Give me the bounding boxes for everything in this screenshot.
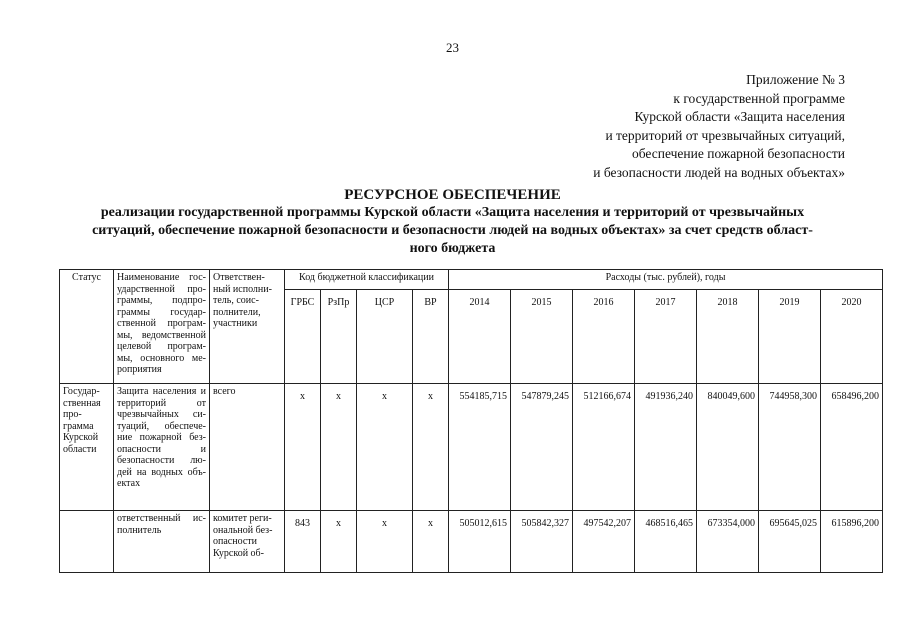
table-header-row: [60, 270, 883, 290]
cell-status: Государ-ственная про-грамма Курской области: [60, 384, 114, 511]
cell-rzpr: х: [321, 511, 357, 573]
resource-table: [59, 269, 883, 573]
cell-amount: 658496,200: [821, 384, 883, 511]
header-year: 2015: [511, 290, 573, 384]
cell-name: ответственный ис-полнитель: [114, 511, 210, 573]
document-subtitle-line: ситуаций, обеспечение пожарной безопасности и безопасности людей на водных объектах» за счет средств област-: [92, 223, 813, 238]
table-row: [60, 384, 883, 511]
appendix-line: к государственной программе: [673, 90, 845, 106]
cell-responsible: комитет реги-ональной без-опасности Курской об-: [210, 511, 285, 573]
appendix-line: Приложение № 3: [746, 72, 845, 87]
cell-amount: 547879,245: [511, 384, 573, 511]
cell-amount: 505012,615: [449, 511, 511, 573]
header-budget-code: Код бюджетной классификации: [285, 270, 449, 290]
cell-amount: 615896,200: [821, 511, 883, 573]
header-vr: ВР: [413, 290, 449, 384]
header-expenses: Расходы (тыс. рублей), годы: [449, 270, 883, 290]
header-grbs: ГРБС: [285, 290, 321, 384]
appendix-block: [520, 71, 845, 182]
cell-rzpr: х: [321, 384, 357, 511]
document-subtitle-line: реализации государственной программы Курской области «Защита населения и территорий от чрезвычайных: [100, 205, 805, 220]
header-year: 2019: [759, 290, 821, 384]
document-title: РЕСУРСНОЕ ОБЕСПЕЧЕНИЕ: [344, 187, 561, 203]
header-year: 2017: [635, 290, 697, 384]
cell-csr: х: [357, 511, 413, 573]
header-year: 2016: [573, 290, 635, 384]
cell-vr: х: [413, 511, 449, 573]
cell-responsible: всего: [210, 384, 285, 511]
cell-grbs: х: [285, 384, 321, 511]
cell-amount: 497542,207: [573, 511, 635, 573]
header-year: 2018: [697, 290, 759, 384]
cell-status: [60, 511, 114, 573]
header-year: 2020: [821, 290, 883, 384]
header-name: Наименование гос-ударственной про-граммы, подпро-граммы государ-ственной програм-мы, ведомственной целевой програм-мы, основного ме-роприятия: [114, 270, 210, 384]
cell-amount: 744958,300: [759, 384, 821, 511]
cell-amount: 491936,240: [635, 384, 697, 511]
appendix-line: обеспечение пожарной безопасности: [631, 146, 845, 161]
appendix-line: Курской области «Защита населения: [634, 109, 845, 124]
header-csr: ЦСР: [357, 290, 413, 384]
cell-amount: 554185,715: [449, 384, 511, 511]
cell-amount: 505842,327: [511, 511, 573, 573]
cell-amount: 673354,000: [697, 511, 759, 573]
cell-grbs: 843: [285, 511, 321, 573]
cell-amount: 840049,600: [697, 384, 759, 511]
appendix-line: и территорий от чрезвычайных ситуаций,: [605, 127, 845, 143]
cell-amount: 695645,025: [759, 511, 821, 573]
document-heading: [60, 186, 845, 258]
header-year: 2014: [449, 290, 511, 384]
header-rzpr: РзПр: [321, 290, 357, 384]
cell-csr: х: [357, 384, 413, 511]
cell-amount: 512166,674: [573, 384, 635, 511]
header-responsible: Ответствен-ный исполни-тель, соис-полнители, участники: [210, 270, 285, 384]
cell-amount: 468516,465: [635, 511, 697, 573]
header-status: Статус: [60, 270, 114, 384]
page-number: 23: [446, 40, 459, 55]
document-subtitle-line: ного бюджета: [409, 241, 496, 256]
table-row: [60, 511, 883, 573]
cell-name: Защита населения и территорий от чрезвычайных си-туаций, обеспече-ние пожарной без-опасности и безопасности лю-дей на водных объ-ектах: [114, 384, 210, 511]
cell-vr: х: [413, 384, 449, 511]
appendix-line: и безопасности людей на водных объектах»: [593, 164, 845, 180]
